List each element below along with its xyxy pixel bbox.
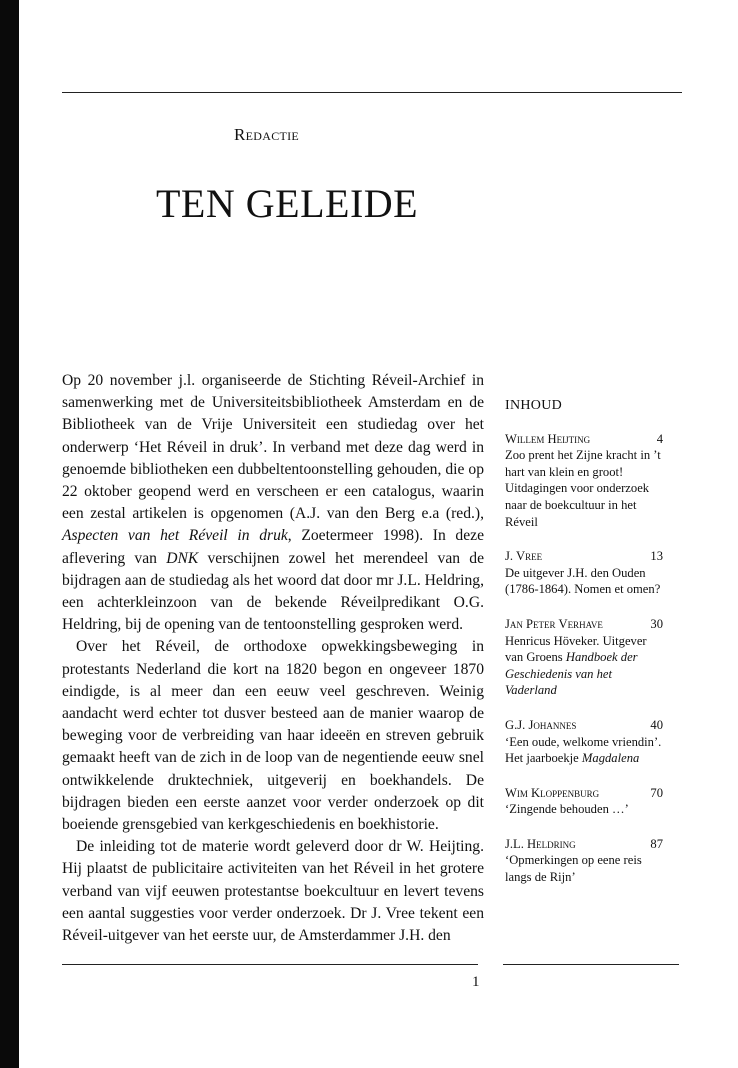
- toc-page: 13: [650, 549, 663, 564]
- toc-author: Wim Kloppenburg: [505, 785, 600, 800]
- p1-text-a: Op 20 november j.l. organiseerde de Stichting Réveil-Archief in samenwerking met de Universiteitsbibliotheek Amsterdam en de Bibliotheek van de Vrije Universiteit een studiedag over het onderwerp ‘Het Réveil in druk’. In verband met deze dag werd in genoemde bibliotheken een dubbeltentoonstelling gehouden, die op 22 oktober geopend werd en verscheen er een catalogus, waarin een zestal artikelen is opgenomen (A.J. van den Berg e.a (red.),: [62, 372, 484, 523]
- p1-text-c: , Zoetermeer 1998). In deze aflevering van: [62, 527, 484, 567]
- binding-edge: [0, 0, 19, 1068]
- toc-desc-text: ‘Een oude, welkome vriendin’. Het jaarboekje: [505, 734, 662, 766]
- toc-heading: INHOUD: [505, 398, 563, 413]
- paragraph-3: De inleiding tot de materie wordt geleverd door dr W. Heijting. Hij plaatst de publicitaire activiteiten van het Réveil in het grotere verband van vijf eeuwen protestantse boekcultuur en levert tevens een aantal suggesties voor verder onderzoek. Dr J. Vree tekent een Réveil-uitgever van het eerste uur, de Amsterdammer J.H. den: [62, 838, 484, 945]
- toc-desc: [505, 633, 663, 699]
- table-of-contents: [505, 398, 663, 904]
- toc-entry: [505, 431, 663, 531]
- toc-entry: [505, 616, 663, 699]
- footer-rule-left: [62, 964, 478, 965]
- toc-desc-text: Henricus Höveker. Uitgever van Groens: [505, 633, 647, 665]
- toc-author: Willem Heijting: [505, 431, 591, 446]
- top-rule: [62, 92, 682, 93]
- toc-entry: [505, 785, 663, 818]
- toc-page: 87: [650, 836, 663, 851]
- toc-page: 70: [650, 785, 663, 800]
- toc-desc: ‘Opmerkingen op eene reis langs de Rijn’: [505, 853, 642, 885]
- toc-entry: [505, 548, 663, 598]
- toc-desc: Zoo prent het Zijne kracht in ’t hart van klein en groot! Uitdagingen voor onderzoek naar de boekcultuur in het Réveil: [505, 448, 661, 529]
- paragraph-2: Over het Réveil, de orthodoxe opwekkingsbeweging in protestants Nederland die kort na 1820 begon en ongeveer 1870 eindigde, is al meer dan een eeuw veel geschreven. Weinig aandacht werd echter tot dusver besteed aan de manier waarop de beweging voor de verbreiding van haar ideeën en streven gebruik gemaakt heeft van de zich in de loop van de negentiende eeuw snel ontwikkelende druktechniek, uitgeverij en boekhandels. De bijdragen bieden een eerste aanzet voor verder onderzoek op dit boeiende grensgebied van kerkgeschiedenis en boekhistorie.: [62, 638, 484, 834]
- toc-desc-italic: Handboek der Geschiedenis van het Vaderland: [505, 650, 638, 698]
- toc-entry: [505, 836, 663, 886]
- section-label: Redactie: [234, 125, 300, 144]
- toc-author: J.L. Heldring: [505, 836, 576, 851]
- toc-page: 30: [650, 616, 663, 631]
- toc-page: 4: [656, 431, 663, 446]
- footer-rule-right: [503, 964, 679, 965]
- p1-text-e: verschijnen zowel het merendeel van de bijdragen aan de studiedag als het woord dat door mr J.L. Heldring, een achterkleinzoon van de bekende Réveilpredikant O.G. Heldring, bij de opening van de tentoonstelling gesproken werd.: [62, 549, 484, 634]
- toc-desc: De uitgever J.H. den Ouden (1786-1864). Nomen et omen?: [505, 565, 661, 597]
- article-title: TEN GELEIDE: [156, 181, 419, 226]
- toc-desc-italic: Magdalena: [581, 751, 640, 766]
- paragraph-1: [62, 370, 484, 636]
- toc-entry: [505, 717, 663, 767]
- p1-journal-name: DNK: [166, 549, 199, 567]
- toc-author: G.J. Johannes: [505, 717, 577, 732]
- page-number: 1: [472, 974, 480, 990]
- toc-page: 40: [650, 717, 663, 732]
- toc-desc: ‘Zingende behouden …’: [505, 802, 629, 817]
- toc-desc: [505, 734, 663, 767]
- p1-book-title: Aspecten van het Réveil in druk: [62, 527, 288, 545]
- body-text: [62, 370, 484, 947]
- toc-author: J. Vree: [505, 549, 543, 564]
- toc-author: Jan Peter Verhave: [505, 616, 603, 631]
